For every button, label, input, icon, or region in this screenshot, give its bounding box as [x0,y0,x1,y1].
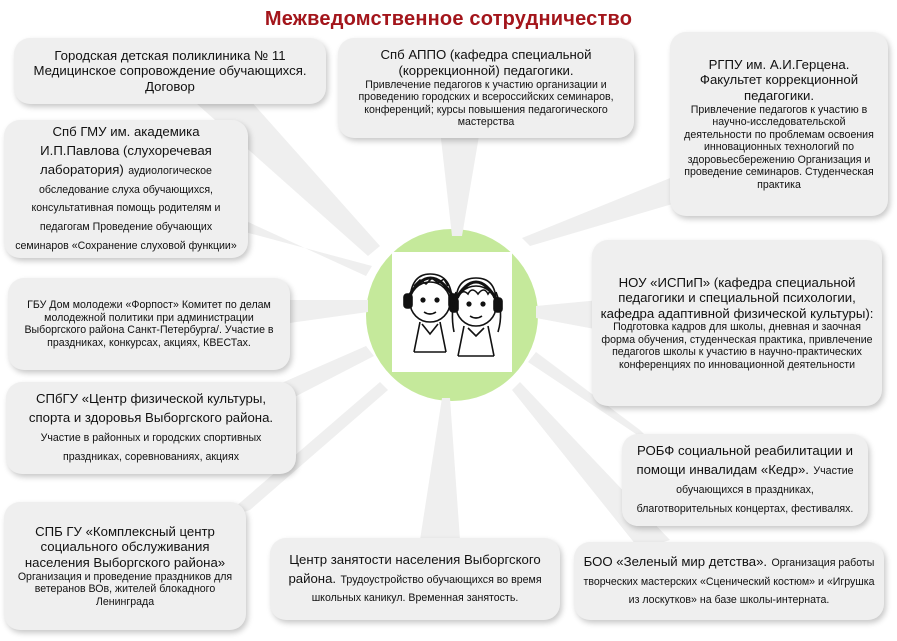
card-kedr [622,434,868,526]
card-social-heading: СПБ ГУ «Комплексный центр социального обслуживания населения Выборгского района» [24,523,226,571]
card-rgpu-heading: РГПУ им. А.И.Герцена. Факультет коррекционной педагогики. [699,56,859,104]
card-gmu [4,120,248,258]
card-ispip-body: Подготовка кадров для школы, дневная и заочная форма обучения, студенческая практика, привлечение педагогов школы к участию в научно-практических конференциях по инновационной деятельности [601,321,873,371]
page-title: Межведомственное сотрудничество [264,8,633,30]
card-employment-body: Трудоустройство обучающихся во время школьных каникул. Временная занятость. [311,573,542,605]
card-social-body: Организация и проведение праздников для ветеранов ВОв, жителей блокадного Ленинграда [17,570,233,608]
card-kedr-heading: РОБФ социальной реабилитации и помощи инвалидам «Кедр». [636,443,854,478]
card-rgpu-body: Привлечение педагогов к участию в научно-исследовательской деятельности по проблемам освоения инновационных технологий по здоровьесбережению Организация и проведение семинаров. Студенческая практика [684,103,874,191]
card-kedr-body: Участие обучающихся в праздниках, благотворительных концертах, фестивалях. [636,465,854,515]
card-appo-body: Привлечение педагогов к участию организации и проведению городских и всероссийских семинаров, конференций; курсы повышения педагогического мастерства [358,78,614,129]
card-sport-body: Участие в районных и городских спортивных праздниках, соревнованиях, акциях [40,432,262,463]
card-polyclinic [14,38,326,104]
card-green-heading: БОО «Зеленый мир детства». [583,553,768,569]
center-image [392,252,512,372]
card-sport-heading: СПбГУ «Центр физической культуры, спорта и здоровья Выборгского района. [28,391,274,426]
card-social [4,502,246,630]
card-forpost-body: ГБУ Дом молодежи «Форпост» Комитет по делам молодежной политики при администрации Выборгского района Санкт-Петербурга/. Участие в праздниках, конкурсах, акциях, КВЕСТах. [24,299,274,349]
card-sport [6,382,296,474]
card-employment-heading: Центр занятости населения Выборгского района. [288,551,541,586]
card-gmu-body: аудиологическое обследование слуха обучающихся, консультативная помощь родителям и педагогам Проведение обучающих семинаров «Сохранение слуховой функции» [15,164,237,253]
children-with-headphones-icon [392,252,512,372]
card-ispip-heading: НОУ «ИСПиП» (кафедра специальной педагогики и специальной психологии, кафедра адаптивной физической культуры): [600,274,874,321]
card-employment [270,538,560,620]
card-polyclinic-heading: Городская детская поликлиника № 11 Медицинское сопровождение обучающихся. Договор [33,47,307,94]
card-ispip [592,240,882,406]
card-gmu-heading: Спб ГМУ им. академика И.П.Павлова (слухоречевая лаборатория) [40,123,212,177]
card-forpost [8,278,290,370]
card-green-body: Организация работы творческих мастерских «Сценический костюм» и «Игрушка из лоскутков» на базе школы-интерната. [583,556,875,607]
card-green [574,542,884,620]
card-rgpu [670,32,888,216]
card-appo [338,38,634,138]
card-appo-heading: Спб АППО (кафедра специальной (коррекционной) педагогики. [380,47,592,78]
